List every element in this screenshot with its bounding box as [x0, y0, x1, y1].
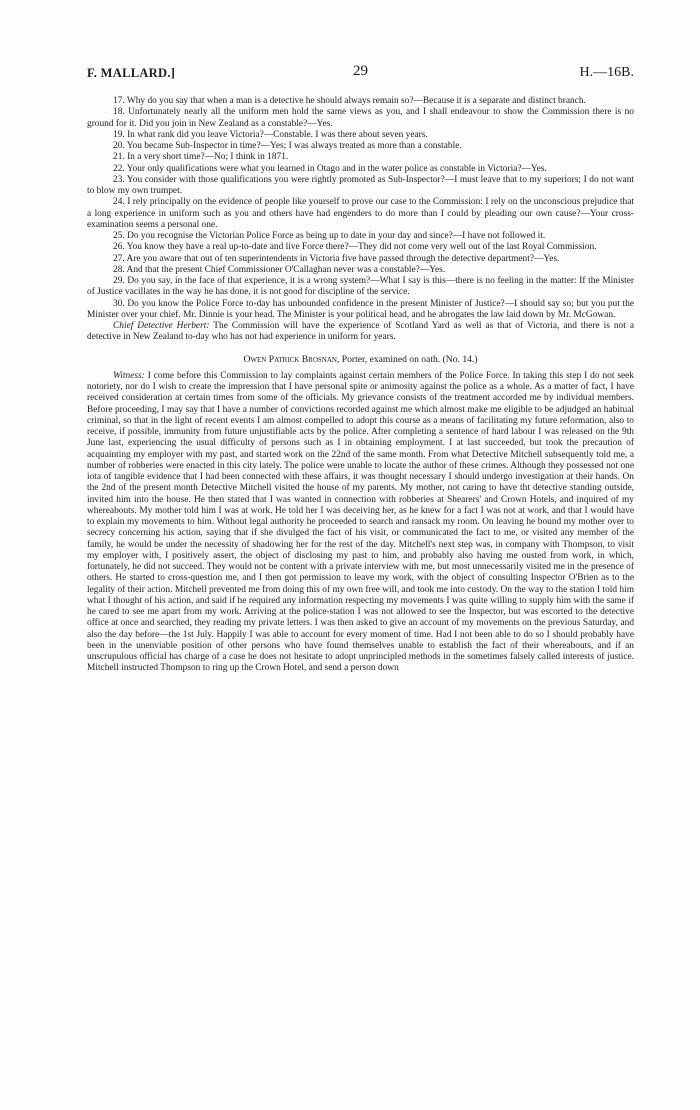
witness-heading-rest: , Porter, examined on oath. (No. 14.) — [336, 353, 478, 365]
qa-paragraph: 29. Do you say, in the face of that experience, it is a wrong system?—What I say is this—there is no feeling in the matter: If the Minister of Justice vacillates in the way he has done, it is not good for discipline of the service. — [87, 276, 634, 298]
paper-reference: H.—16B. — [579, 65, 634, 80]
chief-detective-statement — [87, 321, 634, 344]
qa-paragraph: 24. I rely principally on the evidence of people like yourself to prove our case to the Commission: I rely on the unconscious prejudice that a long experience in uniform such as you and others have had engenders to do more than I could by pleading our own cause?—Your cross-examination seems a personal one. — [87, 197, 634, 230]
qa-paragraph: 28. And that the present Chief Commissioner O'Callaghan never was a constable?—Yes. — [113, 264, 446, 275]
witness-text: I come before this Commission to lay complaints against certain members of the Police Force. In taking this step I do not seek notoriety, nor do I wish to create the impression that I have personal spite or animosity against the police as a whole. As a matter of fact, I have received consideration at certain times from some of the officials. My grievance consists of the treatment accorded me by individual members. Before proceeding, I may say that I have a number of convictions recorded against me which almost make me eligible to be adjudged an habitual criminal, so that in the light of recent events I am almost compelled to adopt this course as a means of facilitating my future reformation, also to receive, if possible, immunity from future unjustifiable acts by the police. After completing a sentence of hard labour I was released on the 9th June last, experiencing the usual difficulty of persons such as I in obtaining employment. I at last succeeded, but took the precaution of acquainting my employer with my past, and started work on the 22nd of the same month. From what Detective Mitchell subsequently told me, a number of robberies were enacted in this city lately. The police were unable to locate the author of these crimes. Although they possessed not one iota of tangible evidence that I had been connected with these affairs, it was thought necessary I should undergo investigation at their hands. On the 2nd of the present month Detective Mitchell visited the house of my parents. My mother, not caring to have tht detective standing outside, invited him into the house. He then stated that I was wanted in connection with robberies at Shearers' and Crown Hotels, and inquired of my whereabouts. My mother told him I was at work. He told her I was deceiving her, as he knew for a fact I was not at work, and that I would have to explain my movements to him. Without legal authority he proceeded to search and ransack my room. On leaving he bound my mother over to secrecy concerning his action, saying that if she divulged the fact of his visit, or communicated the fact to me, or visited any member of the family, he would be under the necessity of shadowing her for the rest of the day. Mitchell's next step was, in company with Thompson, to visit my employer with, I positively assert, the object of disclosing my past to him, and probably also having me ousted from work, in which, fortunately, he did not succeed. They would not be content with a private interview with me, but most unnecessarily visited me in the presence of others. He started to cross-question me, and I then got permission to leave my work, with the object of consulting Inspector O'Brien as to the legality of their action. Mitchell prevented me from doing this of my own free will, and took me into custody. On the way to the station I told him what I thought of his action, and said if he required any information respecting my movements I was quite willing to supply him with the same if he cared to see me apart from my work. Arriving at the police-station I was not allowed to see the Inspector, but was escorted to the detective office at once and searched, they reading my private letters. I was then asked to give an account of my movements on the previous Saturday, and also the day before—the 1st July. Happily I was able to account for every moment of time. Had I not been able to do so I should probably have been in the unenviable position of other persons who have found themselves unable to establish the fact of their whereabouts, and if an unscrupulous official has charge of a case he does not hesitate to adopt unprincipled methods in the sometimes falsely called interests of justice. Mitchell instructed Thompson to ring up the Crown Hotel, and send a person down — [87, 370, 634, 674]
qa-paragraph: 19. In what rank did you leave Victoria?—Constable. I was there about seven years. — [113, 129, 428, 140]
qa-paragraph: 20. You became Sub-Inspector in time?—Yes; I was always treated as more than a constable. — [113, 141, 462, 151]
header-witness-name: F. MALLARD.] — [87, 66, 176, 80]
qa-paragraph: 25. Do you recognise the Victorian Police Force as being up to date in your day and since?—I have not followed it. — [113, 231, 546, 241]
witness-heading — [87, 354, 634, 365]
witness-label: Witness: — [113, 370, 145, 381]
qa-paragraph: 30. Do you know the Police Force to-day has unbounded confidence in the present Minister of Justice?—I should say so; but you put the Minister over your chief. Mr. Dinnie is your head. The Minister is your political head, and he abrogates the law laid down by Mr. McGowan. — [87, 298, 634, 320]
witness-statement — [87, 371, 634, 675]
statement-text: The Commission will have the experience of Scotland Yard as well as that of Victoria, and there is not a detective in New Zealand to-day who has not had experience in uniform for years. — [87, 321, 634, 343]
page-header — [87, 63, 634, 88]
qa-paragraph: 23. You consider with those qualifications you were rightly promoted as Sub-Inspector?—I must leave that to my superiors; I do not want to blow my own trumpet. — [87, 174, 634, 196]
document-body — [87, 96, 634, 675]
qa-paragraph: 26. You know they have a real up-to-date and live Force there?—They did not come very well out of the last Royal Commission. — [113, 242, 597, 253]
qa-paragraph: 17. Why do you say that when a man is a detective he should always remain so?—Because it is a separate and distinct branch. — [113, 96, 586, 106]
qa-paragraph: 27. Are you aware that out of ten superintendents in Victoria five have passed through the detective department?—Yes. — [113, 253, 560, 264]
qa-paragraph: 22. Your only qualifications were what you learned in Otago and in the water police as constable in Victoria?—Yes. — [113, 163, 547, 174]
qa-paragraph: 18. Unfortunately nearly all the uniform men hold the same views as you, and I shall endeavour to show the Commission there is no ground for it. Did you join in New Zealand as a constable?—Yes. — [87, 107, 634, 129]
witness-name: Owen Patrick Brosnan — [243, 353, 337, 365]
qa-paragraph: 21. In a very short time?—No; I think in 1871. — [113, 152, 289, 163]
speaker-label: Chief Detective Herbert: — [113, 321, 210, 331]
page-number: 29 — [353, 63, 368, 79]
